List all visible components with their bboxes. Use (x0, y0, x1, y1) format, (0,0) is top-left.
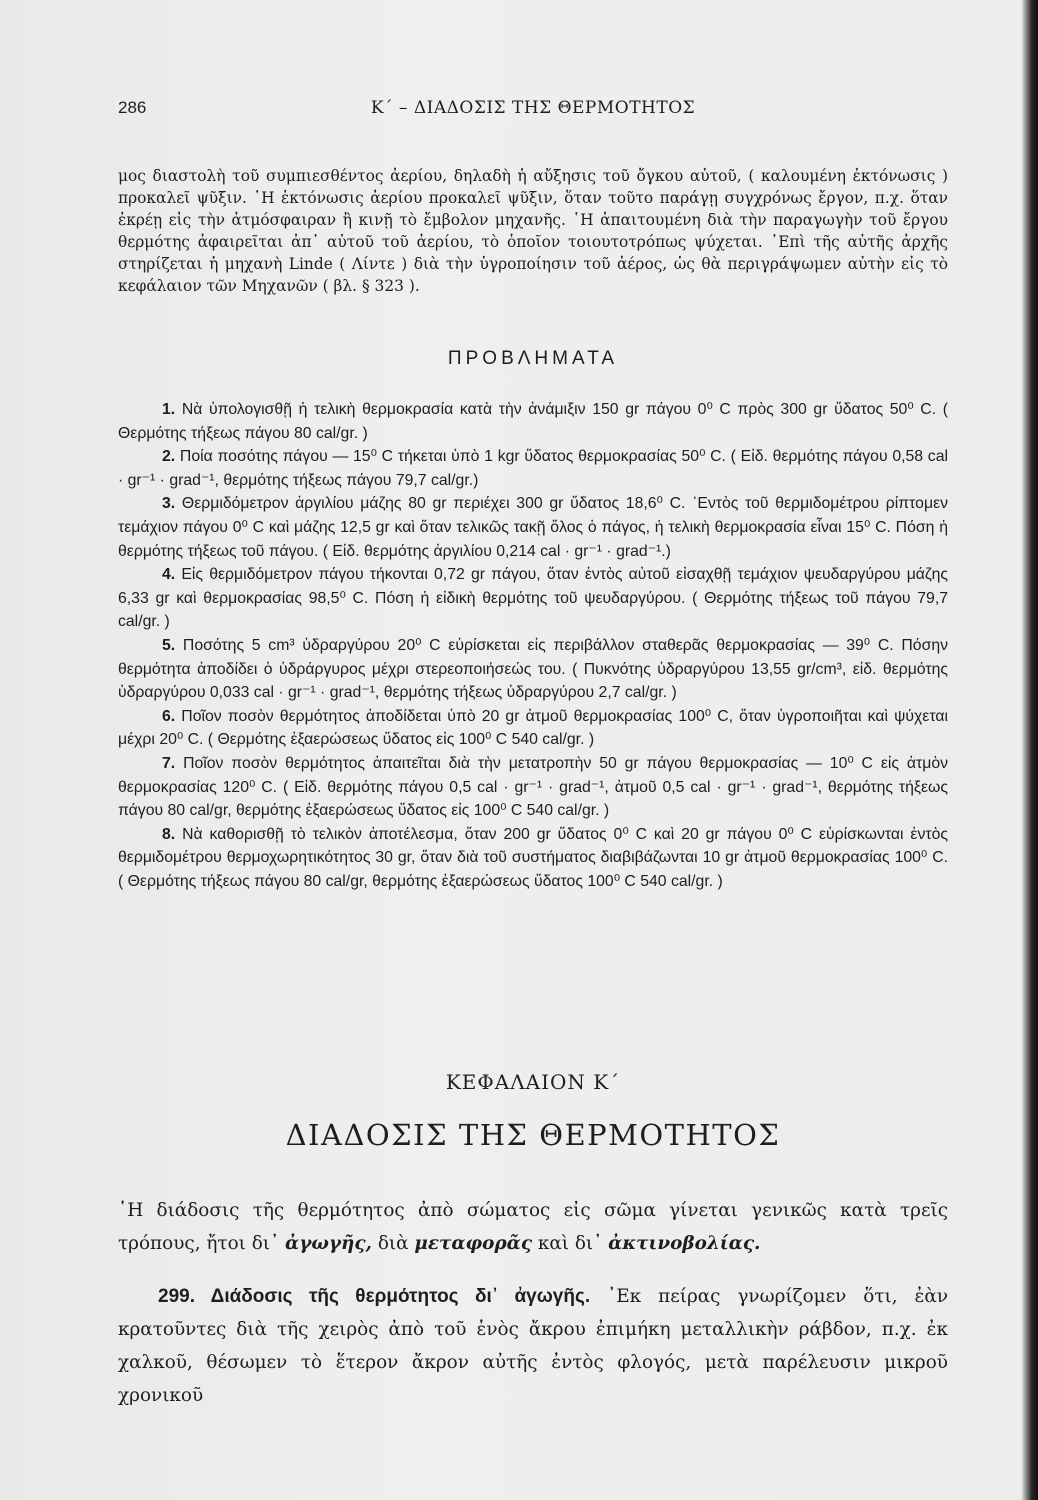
intro-paragraph (118, 1194, 948, 1260)
term-conduction: ἀγωγῆς, (285, 1233, 372, 1255)
problem-number: 7. (162, 754, 176, 772)
problem-text: Ποσότης 5 cm³ ὑδραργύρου 20⁰ C εὑρίσκεται εἰς περιβάλλον σταθερᾶς θερμοκρασίας — 39⁰ C. Πόσην θερμότητα ἀποδίδει ὁ ὑδράργυρος μέχρι στερεοποιήσεώς του. ( Πυκνότης ὑδραργύρου 13,55 gr/cm³, εἰδ. θερμότης ὑδραργύρου 0,033 cal · gr⁻¹ · grad⁻¹, θερμότης τήξεως ὑδραργύρου 2,7 cal/gr. ) (118, 636, 948, 702)
problem-item (118, 563, 948, 634)
problem-item (118, 398, 948, 445)
problem-text: Νὰ ὑπολογισθῇ ἡ τελικὴ θερμοκρασία κατὰ τὴν ἀνάμιξιν 150 gr πάγου 0⁰ C πρὸς 300 gr ὕδατος 50⁰ C. ( Θερμότης τήξεως πάγου 80 cal/gr. ) (118, 401, 949, 442)
problem-number: 6. (162, 707, 176, 725)
problem-text: Ποῖον ποσὸν θερμότητος ἀποδίδεται ὑπὸ 20 gr ἀτμοῦ θερμοκρασίας 100⁰ C, ὅταν ὑγροποιῆται καὶ ψύχεται μέχρι 20⁰ C. ( Θερμότης ἐξαερώσεως ὕδατος εἰς 100⁰ C 540 cal/gr. ) (118, 707, 948, 749)
problem-text: Εἰς θερμιδόμετρον πάγου τήκονται 0,72 gr πάγου, ὅταν ἐντὸς αὐτοῦ εἰσαχθῇ τεμάχιον ψευδαργύρου μάζης 6,33 gr καὶ θερμοκρασίας 98,5⁰ C. Πόση ἡ εἰδικὴ θερμότης τοῦ ψευδαργύρου. ( Θερμότης τήξεως τοῦ πάγου 79,7 cal/gr. ) (118, 566, 949, 631)
problem-item (118, 445, 948, 492)
problem-text: Νὰ καθορισθῇ τὸ τελικὸν ἀποτέλεσμα, ὅταν 200 gr ὕδατος 0⁰ C καὶ 20 gr πάγου 0⁰ C εὑρίσκωνται ἐντὸς θερμιδομέτρου θερμοχωρητικότητος 30 gr, ὅταν διὰ τοῦ συστήματος διαβιβάζωνται 10 gr ἀτμοῦ θερμοκρασίας 100⁰ C. ( Θερμότης τήξεως πάγου 80 cal/gr, θερμότης ἐξαερώσεως ὕδατος 100⁰ C 540 cal/gr. ) (118, 825, 949, 890)
problem-item (118, 634, 948, 705)
intro-sep: διὰ (371, 1233, 415, 1255)
problems-list (118, 398, 948, 893)
problem-item (118, 492, 948, 563)
problem-text: Ποῖον ποσὸν θερμότητος ἀπαιτεῖται διὰ τὴν μετατροπὴν 50 gr πάγου θερμοκρασίας — 10⁰ C εἰς ἀτμὸν θερμοκρασίας 120⁰ C. ( Εἰδ. θερμότης πάγου 0,5 cal · gr⁻¹ · grad⁻¹, ἀτμοῦ 0,5 cal · gr⁻¹ · grad⁻¹, θερμότης τήξεως πάγου 80 cal/gr, θερμότης ἐξαερώσεως ὕδατος εἰς 100⁰ C 540 cal/gr. ) (118, 754, 949, 820)
chapter-label: ΚΕΦΑΛΑΙΟΝ Κ΄ (445, 1070, 621, 1094)
problem-text: Ποία ποσότης πάγου — 15⁰ C τήκεται ὑπὸ 1 kgr ὕδατος θερμοκρασίας 50⁰ C. ( Εἰδ. θερμότης πάγου 0,58 cal · gr⁻¹ · grad⁻¹, θερμότης τήξεως πάγου 79,7 cal/gr.) (118, 448, 948, 489)
section-title: 299. Διάδοσις τῆς θερμότητος δι᾽ ἀγωγῆς. (158, 1286, 591, 1308)
problem-item (118, 752, 948, 823)
intro-text: ῾Η διάδοσις τῆς θερμότητος ἀπὸ σώματος εἰς σῶμα γίνεται γενικῶς κατὰ τρεῖς τρόπους, ἤτοι δι᾽ (118, 1200, 948, 1255)
problem-number: 4. (162, 566, 176, 584)
intro-sep: καὶ δι᾽ (532, 1233, 609, 1255)
problem-item (118, 705, 948, 752)
section-299 (118, 1280, 948, 1412)
page-edge-shadow (1022, 0, 1038, 1500)
chapter-title: ΔΙΑΔΟΣΙΣ ΤΗΣ ΘΕΡΜΟΤΗΤΟΣ (285, 1118, 781, 1152)
problem-number: 2. (162, 448, 176, 466)
problem-item (118, 823, 948, 894)
problem-number: 8. (162, 825, 176, 843)
carry-over-paragraph: μος διαστολὴ τοῦ συμπιεσθέντος ἀερίου, δηλαδὴ ἡ αὔξησις τοῦ ὄγκου αὐτοῦ, ( καλουμένη ἐκτόνωσις ) προκαλεῖ ψῦξιν. ῾Η ἐκτόνωσις ἀερίου προκαλεῖ ψῦξιν, ὅταν τοῦτο παράγῃ συγχρόνως ἔργον, π.χ. ὅταν ἐκρέῃ εἰς τὴν ἀτμόσφαιραν ἢ κινῇ τὸ ἔμβολον μηχανῆς. ῾Η ἀπαιτουμένη διὰ τὴν παραγωγὴν τοῦ ἔργου θερμότης ἀφαιρεῖται ἀπ᾽ αὐτοῦ τοῦ ἀερίου, τὸ ὁποῖον τοιουτοτρόπως ψύχεται. ᾽Επὶ τῆς αὐτῆς ἀρχῆς στηρίζεται ἡ μηχανὴ Linde ( Λίντε ) διὰ τὴν ὑγροποίησιν τοῦ ἀέρος, ὡς θὰ περιγράψωμεν αὐτὴν εἰς τὸ κεφάλαιον τῶν Μηχανῶν ( βλ. § 323 ). (118, 167, 948, 296)
term-convection: μεταφορᾶς (414, 1233, 533, 1255)
section-text: ᾽Εκ πείρας γνωρίζομεν ὅτι, ἐὰν κρατοῦντες διὰ τῆς χειρὸς ἀπὸ τοῦ ἑνὸς ἄκρου ἐπιμήκη μεταλλικὴν ράβδον, π.χ. ἐκ χαλκοῦ, θέσωμεν τὸ ἕτερον ἄκρον αὐτῆς ἐντὸς φλογός, μετὰ παρέλευσιν μικροῦ χρονικοῦ (118, 1286, 949, 1407)
page-header (118, 92, 948, 122)
running-head: K΄ – ΔΙΑΔΟΣΙΣ ΤΗΣ ΘΕΡΜΟΤΗΤΟΣ (370, 98, 696, 118)
problem-number: 3. (162, 495, 176, 513)
page-number: 286 (118, 98, 147, 117)
term-radiation: ἀκτινοβολίας. (608, 1233, 761, 1255)
problem-text: Θερμιδόμετρον ἀργιλίου μάζης 80 gr περιέχει 300 gr ὕδατος 18,6⁰ C. ᾽Εντὸς τοῦ θερμιδομέτρου ρίπτομεν τεμάχιον πάγου 0⁰ C καὶ μάζης 12,5 gr καὶ ὅταν τελικῶς τακῇ ὅλος ὁ πάγος, ἡ τελικὴ θερμοκρασία εἶναι 15⁰ C. Πόση ἡ θερμότης τήξεως τοῦ πάγου. ( Εἰδ. θερμότης ἀργιλίου 0,214 cal · gr⁻¹ · grad⁻¹.) (118, 495, 949, 560)
problem-number: 1. (162, 401, 176, 418)
problem-number: 5. (162, 636, 176, 654)
problems-heading: ΠΡΟΒΛΗΜΑΤΑ (447, 348, 619, 369)
